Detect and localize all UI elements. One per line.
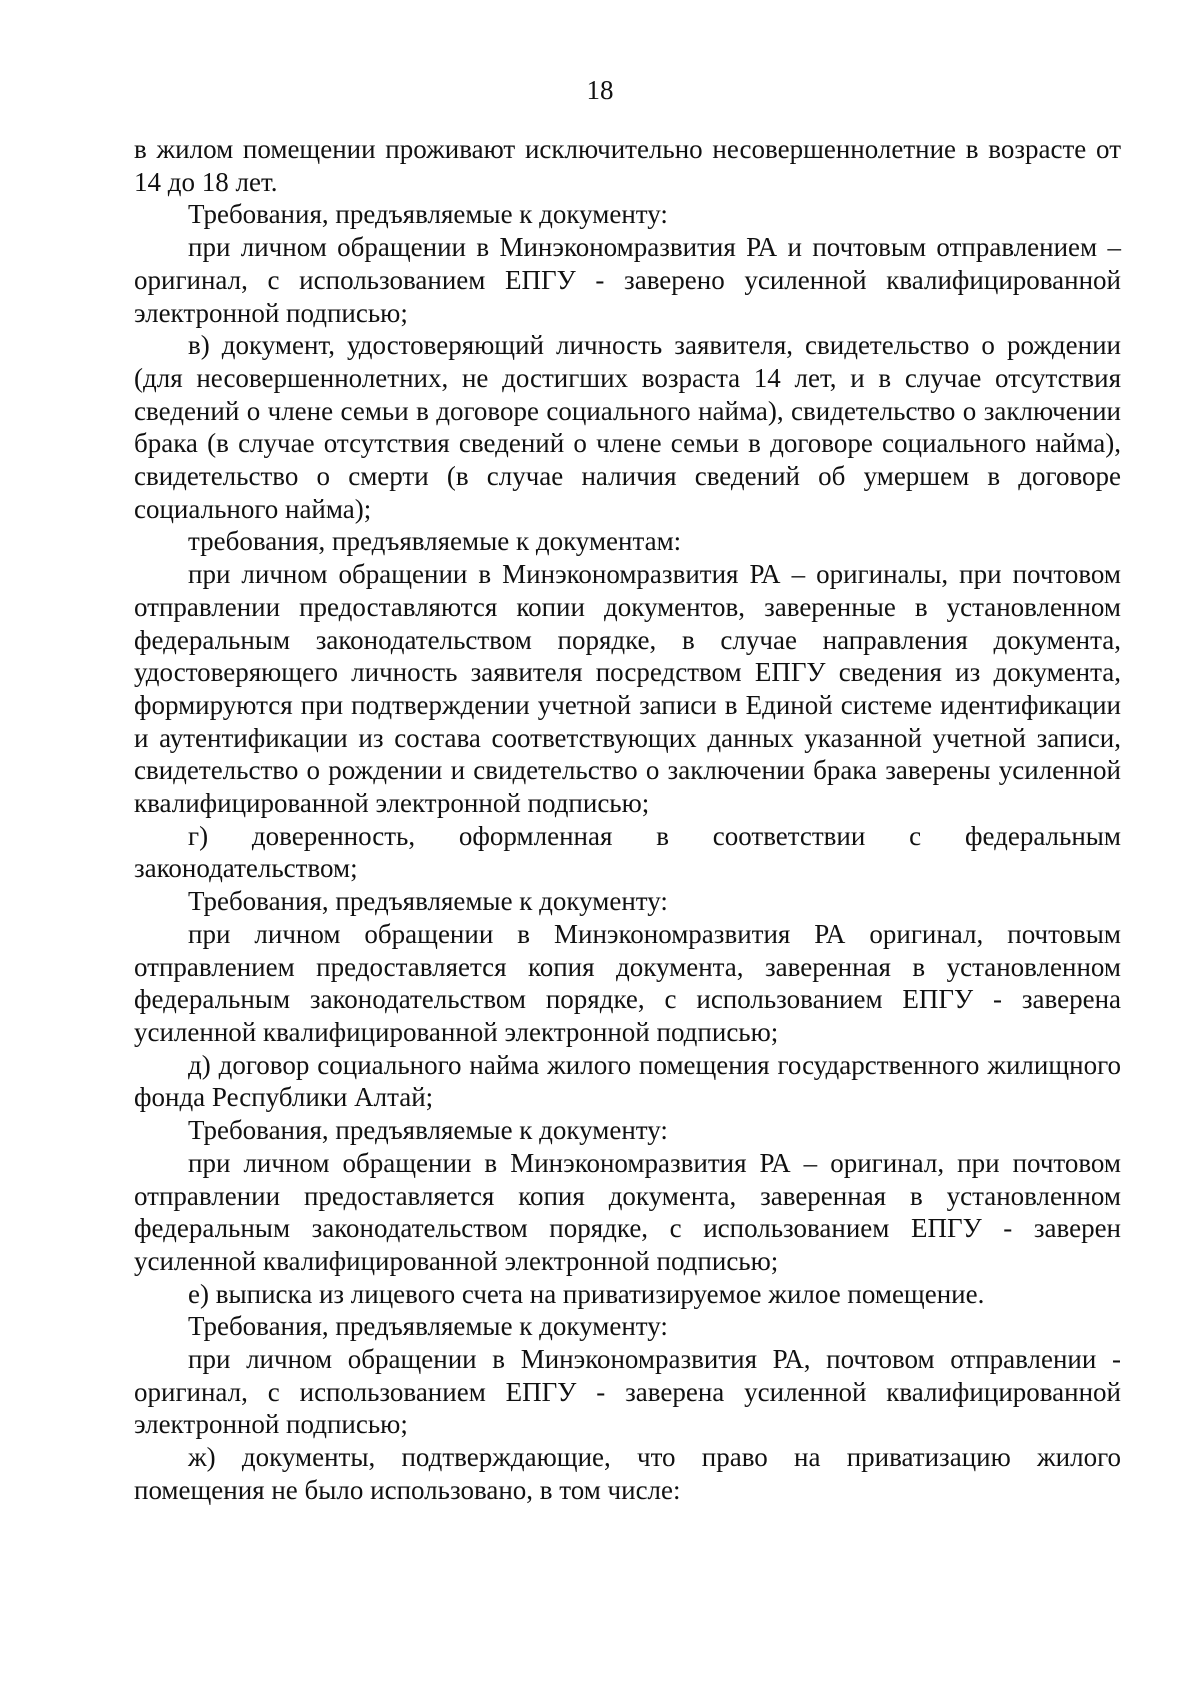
paragraph: требования, предъявляемые к документам:: [188, 526, 682, 557]
paragraph: Требования, предъявляемые к документу:: [188, 199, 668, 230]
paragraph: при личном обращении в Минэкономразвития РА, почтовом отправлении - оригинал, с использованием ЕПГУ - заверена усиленной квалифицированной электронной подписью;: [134, 1344, 1121, 1440]
paragraph: Требования, предъявляемые к документу:: [188, 1311, 668, 1342]
paragraph: при личном обращении в Минэкономразвития РА – оригинал, при почтовом отправлении предоставляется копия документа, заверенная в установленном федеральным законодательством порядке, с использованием ЕПГУ - заверен усиленной квалифицированной электронной подписью;: [134, 1147, 1121, 1276]
document-body: [134, 133, 1121, 1507]
paragraph: при личном обращении в Минэкономразвития РА – оригиналы, при почтовом отправлении предоставляются копии документов, заверенные в установленном федеральным законодательством порядке, в случае направления документа, удостоверяющего личность заявителя посредством ЕПГУ сведения из документа, формируются при подтверждении учетной записи в Единой системе идентификации и аутентификации из состава соответствующих данных указанной учетной записи, свидетельство о рождении и свидетельство о заключении брака заверены усиленной квалифицированной электронной подписью;: [134, 559, 1121, 819]
paragraph: д) договор социального найма жилого помещения государственного жилищного фонда Республики Алтай;: [134, 1049, 1121, 1113]
page-number: 18: [586, 75, 614, 105]
paragraph: в) документ, удостоверяющий личность заявителя, свидетельство о рождении (для несовершеннолетних, не достигших возраста 14 лет, и в случае отсутствия сведений о члене семьи в договоре социального найма), свидетельство о заключении брака (в случае отсутствия сведений о члене семьи в договоре социального найма), свидетельство о смерти (в случае наличия сведений об умершем в договоре социального найма);: [134, 330, 1121, 524]
paragraph: г) доверенность, оформленная в соответствии с федеральным законодательством;: [134, 820, 1121, 884]
paragraph: в жилом помещении проживают исключительно несовершеннолетние в возрасте от 14 до 18 лет.: [134, 134, 1121, 197]
paragraph: ж) документы, подтверждающие, что право на приватизацию жилого помещения не было использовано, в том числе:: [134, 1442, 1121, 1505]
paragraph: при личном обращении в Минэкономразвития РА и почтовым отправлением – оригинал, с использованием ЕПГУ - заверено усиленной квалифицированной электронной подписью;: [134, 232, 1121, 328]
paragraph: е) выписка из лицевого счета на приватизируемое жилое помещение.: [188, 1278, 985, 1309]
paragraph: Требования, предъявляемые к документу:: [188, 1115, 668, 1146]
paragraph: при личном обращении в Минэкономразвития РА оригинал, почтовым отправлением предоставляется копия документа, заверенная в установленном федеральным законодательством порядке, с использованием ЕПГУ - заверена усиленной квалифицированной электронной подписью;: [134, 918, 1121, 1047]
paragraph: Требования, предъявляемые к документу:: [188, 886, 668, 917]
